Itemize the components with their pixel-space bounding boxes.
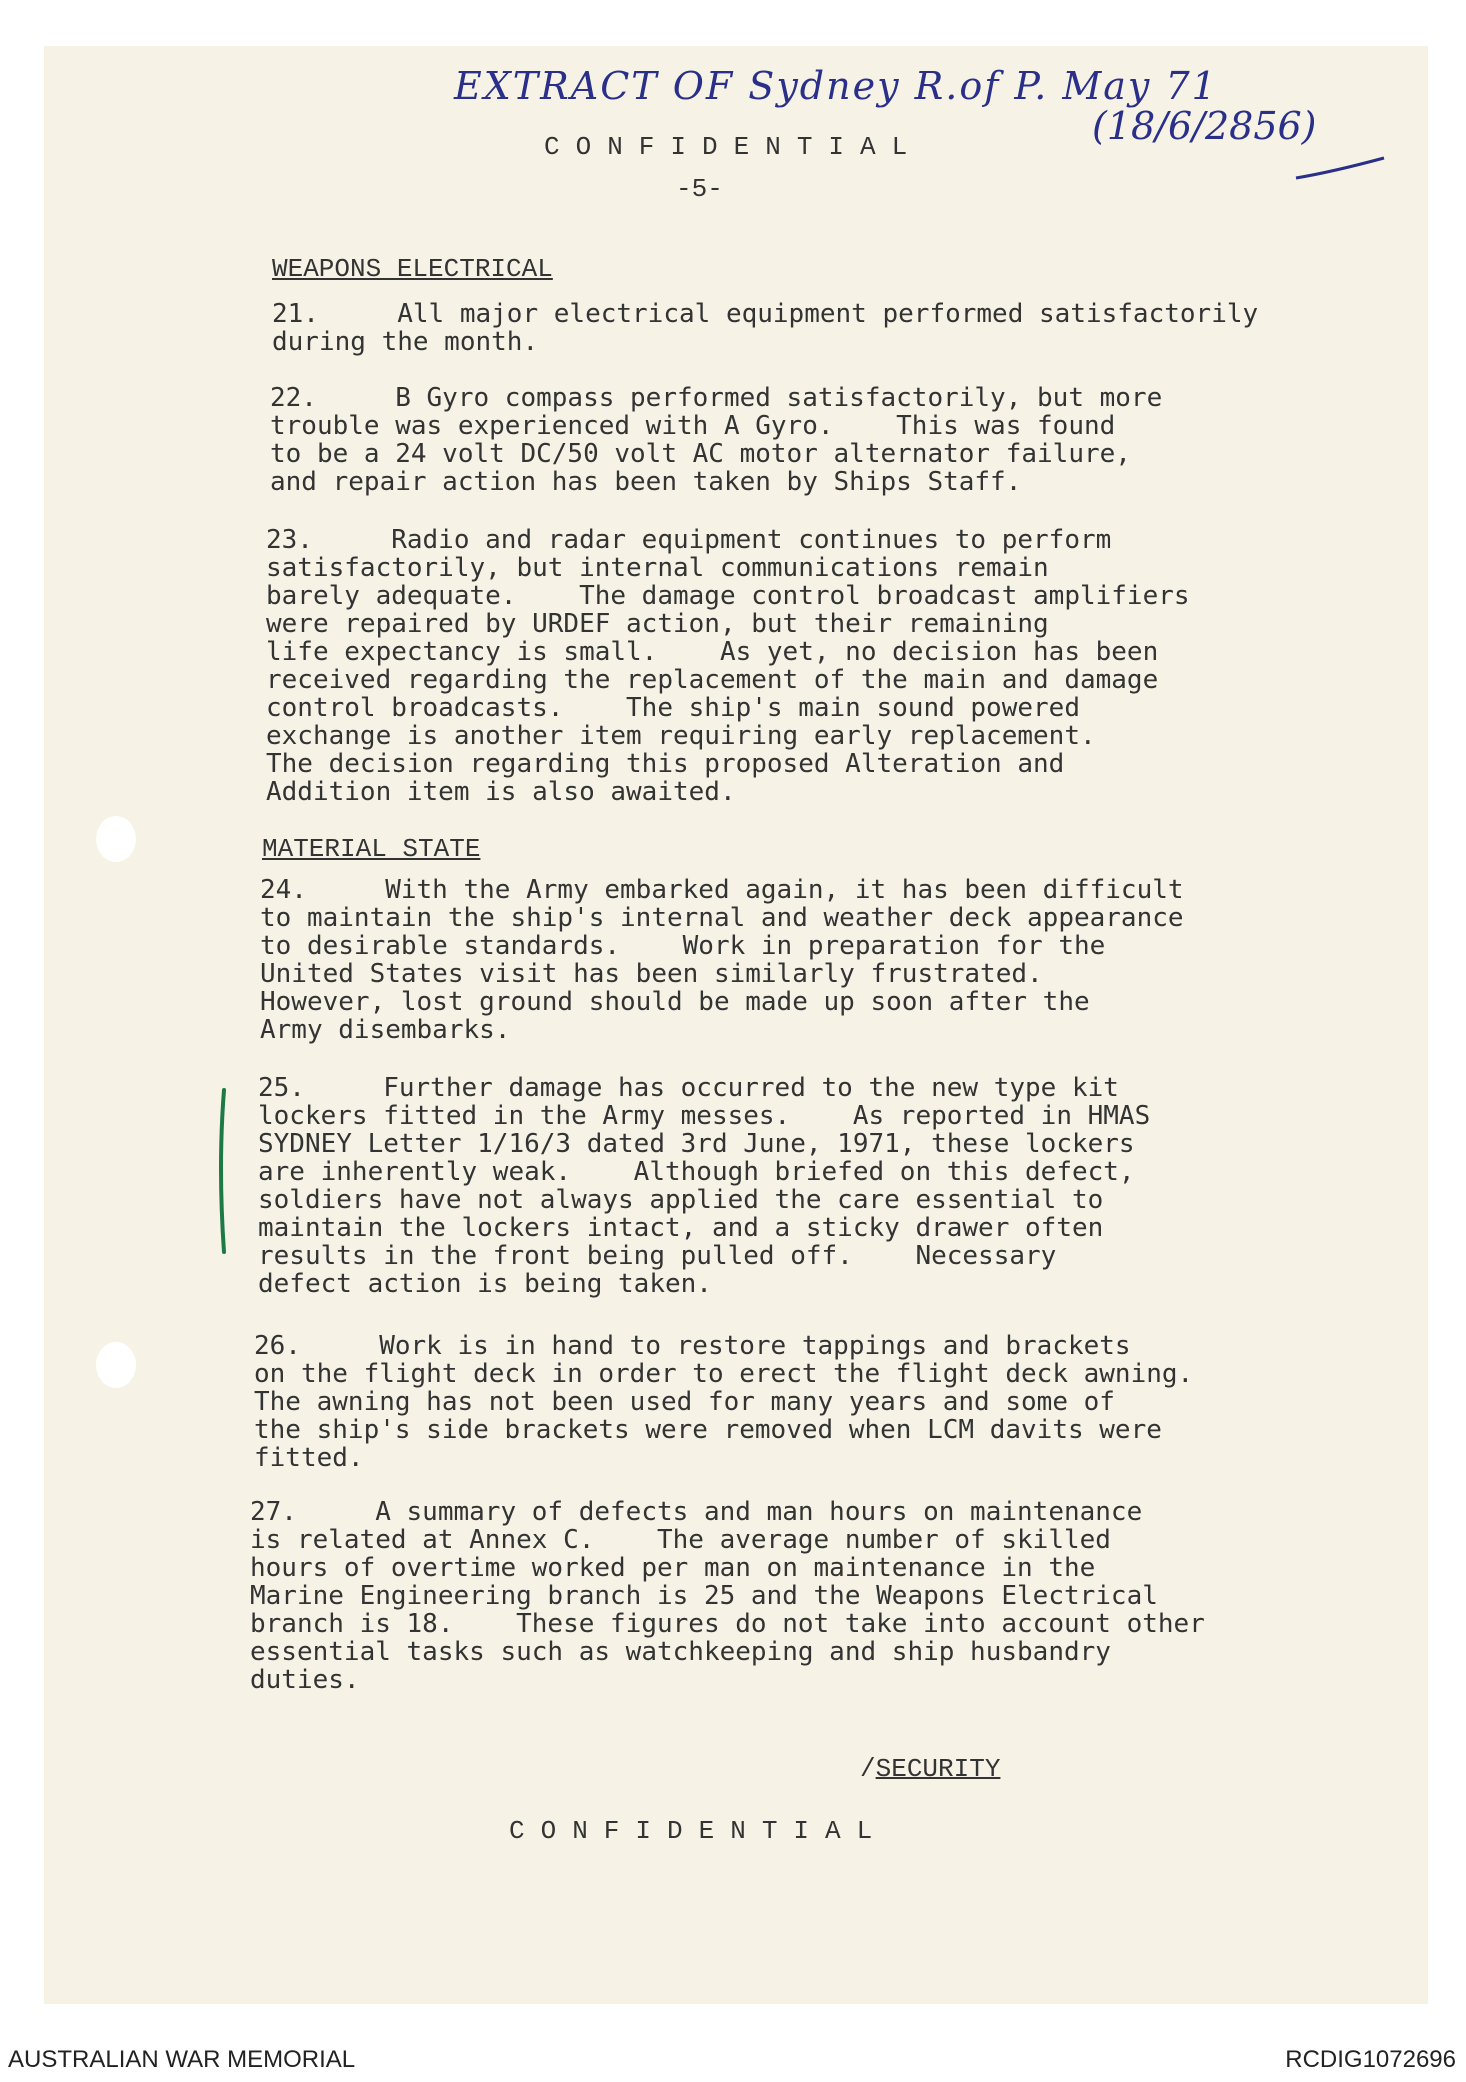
classification-header: CONFIDENTIAL [544,132,924,162]
continuation-security: SECURITY [875,1754,1001,1784]
page-number: -5- [676,174,723,204]
punch-hole-bottom [96,1342,136,1388]
handwritten-annotation-title: EXTRACT OF Sydney R.of P. May 71 [454,64,1218,108]
archive-footer-left: AUSTRALIAN WAR MEMORIAL [8,2046,356,2073]
section-heading-material-state: MATERIAL STATE [262,834,481,864]
handwritten-underline [1292,154,1392,184]
document-page [44,46,1428,2004]
continuation-word [860,1754,1000,1784]
paragraph-27: 27. A summary of defects and man hours on maintenance is related at Annex C. The average number of skilled hours of overtime worked per man on maintenance in the Marine Engineering branch is 25 and the Weapons Electrical branch is 18. These figures do not take into account other essential tasks such as watchkeeping and ship husbandry duties. [250,1497,1205,1695]
paragraph-24: 24. With the Army embarked again, it has been difficult to maintain the ship's internal and weather deck appearance to desirable standards. Work in preparation for the United States visit has been similarly frustrated. However, lost ground should be made up soon after the Army disembarks. [260,875,1184,1045]
margin-mark [216,1086,230,1256]
archive-footer-right: RCDIG1072696 [1285,2046,1456,2073]
paragraph-22: 22. B Gyro compass performed satisfactorily, but more trouble was experienced with A Gyro. This was found to be a 24 volt DC/50 volt AC motor alternator failure, and repair action has been taken by Ships Staff. [270,383,1163,497]
paragraph-26: 26. Work is in hand to restore tappings and brackets on the flight deck in order to erect the flight deck awning. The awning has not been used for many years and some of the ship's side brackets were removed when LCM davits were fitted. [254,1331,1194,1473]
paragraph-21: 21. All major electrical equipment performed satisfactorily during the month. [272,299,1259,357]
punch-hole-top [96,816,136,862]
paragraph-25: 25. Further damage has occurred to the new type kit lockers fitted in the Army messes. As reported in HMAS SYDNEY Letter 1/16/3 dated 3rd June, 1971, these lockers are inherently weak. Although briefed on this defect, soldiers have not always applied the care essential to maintain the lockers intact, and a sticky drawer often results in the front being pulled off. Necessary defect action is being taken. [258,1073,1151,1299]
section-heading-weapons-electrical: WEAPONS ELECTRICAL [272,254,553,284]
paragraph-23: 23. Radio and radar equipment continues to perform satisfactorily, but internal communications remain barely adequate. The damage control broadcast amplifiers were repaired by URDEF action, but their remaining life expectancy is small. As yet, no decision has been received regarding the replacement of the main and damage control broadcasts. The ship's main sound powered exchange is another item requiring early replacement. The decision regarding this proposed Alteration and Addition item is also awaited. [266,525,1190,807]
classification-footer: CONFIDENTIAL [509,1816,889,1846]
handwritten-annotation-reference: (18/6/2856) [1092,104,1317,148]
continuation-prefix: / [860,1754,876,1784]
